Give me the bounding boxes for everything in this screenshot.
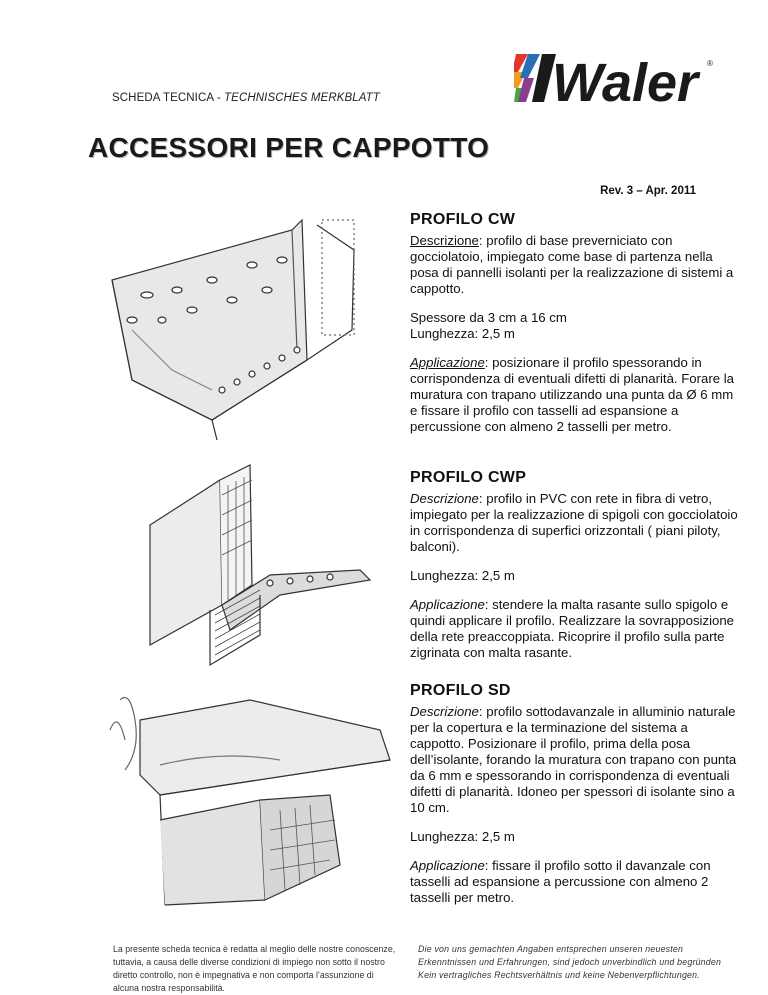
registered-mark: ® [707, 59, 713, 68]
profilo-sd-illustration [100, 690, 400, 915]
spec-thickness: Spessore da 3 cm a 16 cm [410, 310, 567, 325]
waler-logo-mark [514, 54, 714, 110]
brand-name: Waler [552, 54, 699, 110]
description-text: : profilo in PVC con rete in fibra di vetro, impiegato per la realizzazione di spigoli con gocciolatoio in corrispondenza di superfici orizzontali ( piani piloty, balconi). [410, 491, 738, 554]
application-text: : posizionare il profilo spessorando in corrispondenza di eventuali difetti di planarità. Forare la muratura con trapano utilizzando una punta da Ø 6 mm e fissare il profilo con tasselli ad espansione a percussione con almeno 2 tasselli per metro. [410, 355, 735, 434]
section-specs [410, 568, 740, 584]
document-type-de: TECHNISCHES MERKBLATT [224, 92, 380, 104]
application-label: Applicazione [410, 858, 485, 873]
section-profilo-sd [410, 682, 740, 919]
section-heading: PROFILO CWP [410, 469, 527, 486]
section-profilo-cw [410, 211, 740, 448]
description-text: : profilo sottodavanzale in alluminio naturale per la copertura e la terminazione del sistema a cappotto. Posizionare il profilo, prima della posa dell’isolante, forando la muratura con trapano con punta da 6 mm e spessorando in corrispondenza di eventuali difetti di planarità. Idoneo per spessori di isolante sino a 10 cm. [410, 704, 737, 815]
application-text: : stendere la malta rasante sullo spigolo e quindi applicare il profilo. Realizzare la sovrapposizione della rete preaccoppiata. Ricoprire il profilo sulla parte zigrinata con malta rasante. [410, 597, 735, 660]
description-label: Descrizione [410, 233, 479, 248]
description-label: Descrizione [410, 491, 479, 506]
description-text: : profilo di base preverniciato con gocciolatoio, impiegato come base di partenza nella posa di pannelli isolanti per la realizzazione di sistemi a cappotto. [410, 233, 734, 296]
section-description [410, 491, 740, 555]
disclaimer-german: Die von uns gemachten Angaben entsprechen unseren neuesten Erkenntnissen und Erfahrungen, sind jedoch unverbindlich und begründen Kein vertragliches Rechtsverhältnis und keine Nebenverpflichtungen. [418, 944, 722, 980]
page-title: ACCESSORI PER CAPPOTTO [88, 132, 490, 163]
section-application [410, 858, 740, 906]
section-heading: PROFILO SD [410, 682, 511, 699]
section-heading: PROFILO CW [410, 211, 516, 228]
spec-length: Lunghezza: 2,5 m [410, 326, 515, 341]
document-type-it: SCHEDA TECNICA - [112, 92, 225, 104]
spec-length: Lunghezza: 2,5 m [410, 568, 515, 583]
section-profilo-cwp [410, 469, 740, 674]
section-specs [410, 310, 740, 342]
section-description [410, 704, 740, 816]
description-label: Descrizione [410, 704, 479, 719]
application-text: : fissare il profilo sotto il davanzale con tasselli ad espansione a percussione con almeno 2 tasselli per metro. [410, 858, 711, 905]
section-application [410, 597, 740, 661]
application-label: Applicazione [410, 597, 485, 612]
document-type-label [112, 92, 380, 104]
application-label: Applicazione [410, 355, 485, 370]
spec-length: Lunghezza: 2,5 m [410, 829, 515, 844]
section-application [410, 355, 740, 435]
section-specs [410, 829, 740, 845]
section-description [410, 233, 740, 297]
waler-logo [514, 54, 714, 110]
disclaimer-italian: La presente scheda tecnica è redatta al meglio delle nostre conoscenze, tuttavia, a causa delle diverse condizioni di impiego non sotto il nostro diretto controllo, non è impegnativa e non comporta l’assunzione di alcuna nostra responsabilità. [113, 944, 396, 993]
profilo-cwp-illustration [130, 455, 400, 670]
profilo-cw-illustration [92, 210, 392, 440]
revision-label: Rev. 3 – Apr. 2011 [600, 185, 696, 197]
